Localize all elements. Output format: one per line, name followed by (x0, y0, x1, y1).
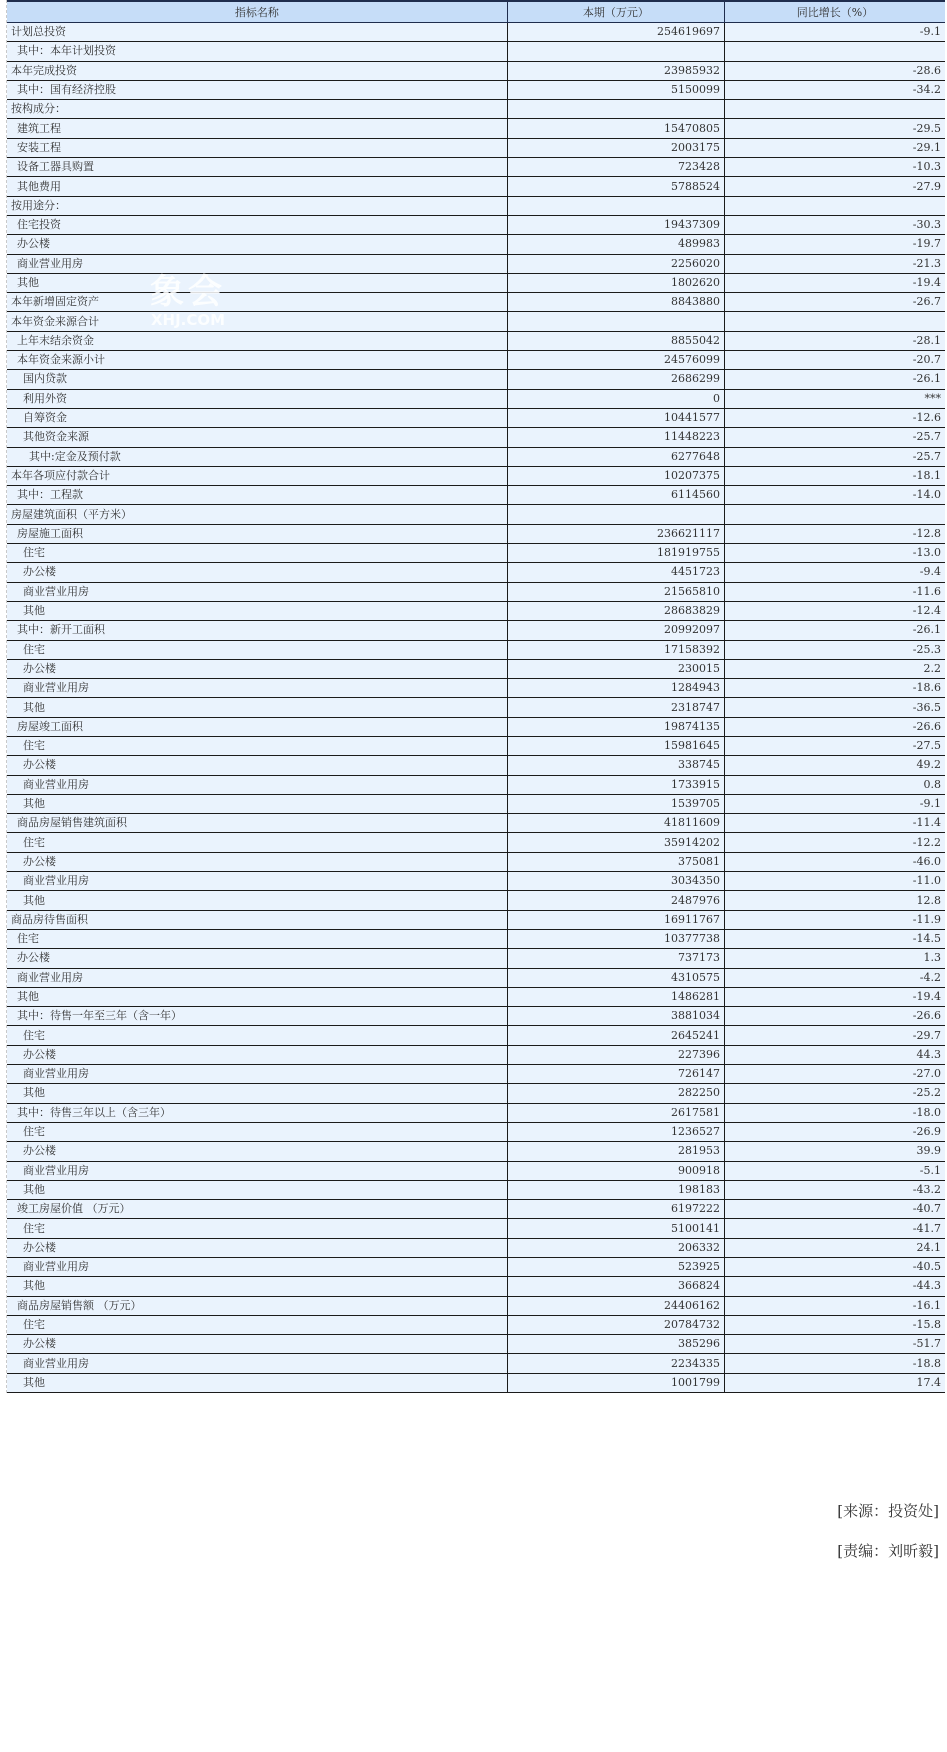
current-value-cell: 2256020 (507, 254, 724, 273)
yoy-growth-cell: -14.5 (724, 929, 945, 948)
yoy-growth-cell: 49.2 (724, 756, 945, 775)
indicator-name-cell: 商业营业用房 (7, 582, 507, 601)
table-row (7, 1045, 945, 1064)
indicator-name-cell: 其他 (7, 601, 507, 620)
current-value-cell: 3034350 (507, 872, 724, 891)
yoy-growth-cell: -40.7 (724, 1200, 945, 1219)
table-row (7, 698, 945, 717)
current-value-cell: 1733915 (507, 775, 724, 794)
current-value-cell: 24576099 (507, 351, 724, 370)
table-row (7, 1065, 945, 1084)
indicator-name-cell: 商业营业用房 (7, 1065, 507, 1084)
table-row (7, 582, 945, 601)
yoy-growth-cell: -20.7 (724, 351, 945, 370)
yoy-growth-cell: -25.7 (724, 428, 945, 447)
yoy-growth-cell: -19.4 (724, 273, 945, 292)
indicator-name-cell: 商业营业用房 (7, 679, 507, 698)
current-value-cell: 19874135 (507, 717, 724, 736)
current-value-cell: 4310575 (507, 968, 724, 987)
indicator-name-cell: 商业营业用房 (7, 775, 507, 794)
yoy-growth-cell: -18.0 (724, 1103, 945, 1122)
table-row (7, 505, 945, 524)
table-row (7, 563, 945, 582)
yoy-growth-cell: -27.0 (724, 1065, 945, 1084)
indicator-name-cell: 其中：本年计划投资 (7, 42, 507, 61)
current-value-cell: 6197222 (507, 1200, 724, 1219)
indicator-name-cell: 商品房屋销售额 （万元） (7, 1296, 507, 1315)
indicator-name-cell: 其他费用 (7, 177, 507, 196)
indicator-name-cell: 办公楼 (7, 1238, 507, 1257)
table-row (7, 679, 945, 698)
indicator-name-cell: 其他 (7, 891, 507, 910)
indicator-name-cell: 办公楼 (7, 852, 507, 871)
yoy-growth-cell: -44.3 (724, 1277, 945, 1296)
current-value-cell: 1001799 (507, 1373, 724, 1392)
indicator-name-cell: 其中:定金及预付款 (7, 447, 507, 466)
table-row (7, 428, 945, 447)
table-row (7, 1026, 945, 1045)
table-row (7, 215, 945, 234)
yoy-growth-cell (724, 100, 945, 119)
current-value-cell: 1539705 (507, 794, 724, 813)
indicator-name-cell: 本年资金来源合计 (7, 312, 507, 331)
yoy-growth-cell: -26.7 (724, 293, 945, 312)
current-value-cell: 2234335 (507, 1354, 724, 1373)
current-value-cell: 181919755 (507, 544, 724, 563)
table-row (7, 389, 945, 408)
table-row (7, 312, 945, 331)
indicator-name-cell: 办公楼 (7, 949, 507, 968)
indicator-name-cell: 住宅 (7, 1026, 507, 1045)
yoy-growth-cell: -25.3 (724, 640, 945, 659)
table-row (7, 1296, 945, 1315)
current-value-cell: 1802620 (507, 273, 724, 292)
table-row (7, 273, 945, 292)
current-value-cell: 10207375 (507, 466, 724, 485)
table-row (7, 814, 945, 833)
indicator-name-cell: 商业营业用房 (7, 872, 507, 891)
indicator-name-cell: 其中：待售一年至三年（含一年） (7, 1007, 507, 1026)
indicator-name-cell: 房屋建筑面积（平方米） (7, 505, 507, 524)
indicator-name-cell: 住宅投资 (7, 215, 507, 234)
indicator-name-cell: 办公楼 (7, 1335, 507, 1354)
yoy-growth-cell: -27.9 (724, 177, 945, 196)
indicator-name-cell: 商品房待售面积 (7, 910, 507, 929)
table-row (7, 254, 945, 273)
current-value-cell (507, 312, 724, 331)
indicator-name-cell: 按用途分： (7, 196, 507, 215)
yoy-growth-cell: -12.2 (724, 833, 945, 852)
indicator-name-cell: 商品房屋销售建筑面积 (7, 814, 507, 833)
table-row (7, 1258, 945, 1277)
indicator-name-cell: 商业营业用房 (7, 968, 507, 987)
table-row (7, 736, 945, 755)
table-body (7, 23, 945, 1393)
table-row (7, 1238, 945, 1257)
yoy-growth-cell: 2.2 (724, 659, 945, 678)
indicator-name-cell: 住宅 (7, 640, 507, 659)
indicator-name-cell: 商业营业用房 (7, 1161, 507, 1180)
indicator-name-cell: 计划总投资 (7, 23, 507, 42)
yoy-growth-cell: *** (724, 389, 945, 408)
table-row (7, 293, 945, 312)
yoy-growth-cell: -13.0 (724, 544, 945, 563)
current-value-cell: 8855042 (507, 331, 724, 350)
table-row (7, 1142, 945, 1161)
table-row (7, 80, 945, 99)
indicator-name-cell: 住宅 (7, 929, 507, 948)
table-row (7, 659, 945, 678)
yoy-growth-cell: -4.2 (724, 968, 945, 987)
indicator-name-cell: 住宅 (7, 736, 507, 755)
table-row (7, 775, 945, 794)
indicator-name-cell: 住宅 (7, 833, 507, 852)
table-row (7, 872, 945, 891)
indicator-name-cell: 办公楼 (7, 563, 507, 582)
table-row (7, 968, 945, 987)
current-value-cell: 900918 (507, 1161, 724, 1180)
yoy-growth-cell: -10.3 (724, 158, 945, 177)
yoy-growth-cell: -40.5 (724, 1258, 945, 1277)
yoy-growth-cell: -26.6 (724, 717, 945, 736)
table-row (7, 1277, 945, 1296)
indicator-name-cell: 商业营业用房 (7, 1258, 507, 1277)
yoy-growth-cell: -9.4 (724, 563, 945, 582)
table-row (7, 1354, 945, 1373)
indicator-name-cell: 利用外资 (7, 389, 507, 408)
yoy-growth-cell: -28.6 (724, 61, 945, 80)
table-row (7, 717, 945, 736)
current-value-cell: 198183 (507, 1180, 724, 1199)
current-value-cell: 10441577 (507, 408, 724, 427)
current-value-cell: 1236527 (507, 1122, 724, 1141)
yoy-growth-cell: -18.8 (724, 1354, 945, 1373)
current-value-cell: 489983 (507, 235, 724, 254)
table-row (7, 833, 945, 852)
yoy-growth-cell: -26.9 (724, 1122, 945, 1141)
table-row (7, 987, 945, 1006)
current-value-cell: 737173 (507, 949, 724, 968)
table-row (7, 544, 945, 563)
current-value-cell: 6114560 (507, 486, 724, 505)
current-value-cell (507, 100, 724, 119)
table-row (7, 1373, 945, 1392)
table-row (7, 621, 945, 640)
table-row (7, 370, 945, 389)
indicator-name-cell: 其中：国有经济控股 (7, 80, 507, 99)
indicator-name-cell: 办公楼 (7, 235, 507, 254)
current-value-cell (507, 505, 724, 524)
table-row (7, 910, 945, 929)
yoy-growth-cell: -51.7 (724, 1335, 945, 1354)
table-row (7, 794, 945, 813)
indicator-name-cell: 其他 (7, 1180, 507, 1199)
table-row (7, 42, 945, 61)
indicator-name-cell: 本年各项应付款合计 (7, 466, 507, 485)
current-value-cell: 20784732 (507, 1315, 724, 1334)
indicator-name-cell: 商业营业用房 (7, 1354, 507, 1373)
table-row (7, 1122, 945, 1141)
yoy-growth-cell: 12.8 (724, 891, 945, 910)
yoy-growth-cell: 1.3 (724, 949, 945, 968)
table-row (7, 1161, 945, 1180)
current-value-cell: 5150099 (507, 80, 724, 99)
indicator-name-cell: 办公楼 (7, 756, 507, 775)
yoy-growth-cell: -30.3 (724, 215, 945, 234)
header-current-value: 本期（万元） (507, 1, 724, 23)
table-row (7, 158, 945, 177)
yoy-growth-cell: -15.8 (724, 1315, 945, 1334)
yoy-growth-cell: -19.7 (724, 235, 945, 254)
yoy-growth-cell: -19.4 (724, 987, 945, 1006)
table-row (7, 23, 945, 42)
current-value-cell: 366824 (507, 1277, 724, 1296)
table-row (7, 929, 945, 948)
yoy-growth-cell: 24.1 (724, 1238, 945, 1257)
current-value-cell: 41811609 (507, 814, 724, 833)
indicator-name-cell: 办公楼 (7, 1045, 507, 1064)
indicator-name-cell: 其他 (7, 273, 507, 292)
current-value-cell: 338745 (507, 756, 724, 775)
current-value-cell: 10377738 (507, 929, 724, 948)
current-value-cell: 2686299 (507, 370, 724, 389)
yoy-growth-cell: 0.8 (724, 775, 945, 794)
watermark-cn-text: 象会 (150, 272, 226, 312)
table-row (7, 1219, 945, 1238)
yoy-growth-cell (724, 312, 945, 331)
yoy-growth-cell: -9.1 (724, 23, 945, 42)
yoy-growth-cell: -46.0 (724, 852, 945, 871)
indicator-name-cell: 住宅 (7, 1219, 507, 1238)
table-row (7, 351, 945, 370)
indicator-name-cell: 商业营业用房 (7, 254, 507, 273)
yoy-growth-cell: -41.7 (724, 1219, 945, 1238)
current-value-cell: 385296 (507, 1335, 724, 1354)
table-row (7, 1335, 945, 1354)
current-value-cell: 0 (507, 389, 724, 408)
current-value-cell: 11448223 (507, 428, 724, 447)
yoy-growth-cell: -18.1 (724, 466, 945, 485)
table-row (7, 177, 945, 196)
current-value-cell: 281953 (507, 1142, 724, 1161)
table-row (7, 524, 945, 543)
yoy-growth-cell: -12.8 (724, 524, 945, 543)
current-value-cell: 16911767 (507, 910, 724, 929)
indicator-name-cell: 其他 (7, 987, 507, 1006)
current-value-cell: 5100141 (507, 1219, 724, 1238)
current-value-cell: 2617581 (507, 1103, 724, 1122)
table-row (7, 119, 945, 138)
yoy-growth-cell: -28.1 (724, 331, 945, 350)
indicator-name-cell: 住宅 (7, 1122, 507, 1141)
current-value-cell: 21565810 (507, 582, 724, 601)
yoy-growth-cell: -5.1 (724, 1161, 945, 1180)
indicator-name-cell: 上年末结余资金 (7, 331, 507, 350)
yoy-growth-cell (724, 196, 945, 215)
current-value-cell: 4451723 (507, 563, 724, 582)
current-value-cell: 6277648 (507, 447, 724, 466)
yoy-growth-cell: -29.5 (724, 119, 945, 138)
table-row (7, 235, 945, 254)
yoy-growth-cell: -43.2 (724, 1180, 945, 1199)
yoy-growth-cell: -34.2 (724, 80, 945, 99)
indicator-name-cell: 其他 (7, 1373, 507, 1392)
table-row (7, 486, 945, 505)
table-row (7, 466, 945, 485)
current-value-cell (507, 42, 724, 61)
table-header-row (7, 1, 945, 23)
current-value-cell: 1284943 (507, 679, 724, 698)
current-value-cell: 8843880 (507, 293, 724, 312)
current-value-cell: 227396 (507, 1045, 724, 1064)
current-value-cell: 5788524 (507, 177, 724, 196)
current-value-cell: 15981645 (507, 736, 724, 755)
table-row (7, 640, 945, 659)
current-value-cell: 723428 (507, 158, 724, 177)
indicator-name-cell: 其中：待售三年以上（含三年） (7, 1103, 507, 1122)
current-value-cell: 19437309 (507, 215, 724, 234)
indicator-name-cell: 其他 (7, 1084, 507, 1103)
current-value-cell: 523925 (507, 1258, 724, 1277)
yoy-growth-cell: -25.2 (724, 1084, 945, 1103)
indicator-name-cell: 自筹资金 (7, 408, 507, 427)
current-value-cell: 206332 (507, 1238, 724, 1257)
table-row (7, 61, 945, 80)
table-row (7, 408, 945, 427)
current-value-cell: 2487976 (507, 891, 724, 910)
yoy-growth-cell: -11.9 (724, 910, 945, 929)
yoy-growth-cell: -26.6 (724, 1007, 945, 1026)
indicator-name-cell: 办公楼 (7, 659, 507, 678)
current-value-cell: 15470805 (507, 119, 724, 138)
current-value-cell: 375081 (507, 852, 724, 871)
current-value-cell: 2003175 (507, 138, 724, 157)
yoy-growth-cell: -18.6 (724, 679, 945, 698)
source-credit: [来源：投资处] (837, 1502, 939, 1520)
indicator-name-cell: 其他 (7, 698, 507, 717)
table-row (7, 1103, 945, 1122)
table-row (7, 331, 945, 350)
current-value-cell: 35914202 (507, 833, 724, 852)
table-row (7, 1084, 945, 1103)
current-value-cell: 282250 (507, 1084, 724, 1103)
yoy-growth-cell: -21.3 (724, 254, 945, 273)
yoy-growth-cell: -16.1 (724, 1296, 945, 1315)
yoy-growth-cell: -11.0 (724, 872, 945, 891)
indicator-name-cell: 竣工房屋价值 （万元） (7, 1200, 507, 1219)
table-row (7, 949, 945, 968)
indicator-name-cell: 本年完成投资 (7, 61, 507, 80)
indicator-name-cell: 办公楼 (7, 1142, 507, 1161)
indicator-name-cell: 按构成分： (7, 100, 507, 119)
yoy-growth-cell: -26.1 (724, 621, 945, 640)
yoy-growth-cell: -12.6 (724, 408, 945, 427)
indicator-name-cell: 其他 (7, 1277, 507, 1296)
table-row (7, 601, 945, 620)
table-row (7, 891, 945, 910)
table-row (7, 1180, 945, 1199)
yoy-growth-cell: -25.7 (724, 447, 945, 466)
table-row (7, 138, 945, 157)
indicator-name-cell: 安装工程 (7, 138, 507, 157)
watermark-en-text: XHJ.COM (150, 311, 226, 329)
yoy-growth-cell: -27.5 (724, 736, 945, 755)
yoy-growth-cell (724, 505, 945, 524)
indicator-name-cell: 本年资金来源小计 (7, 351, 507, 370)
table-row (7, 1200, 945, 1219)
current-value-cell: 3881034 (507, 1007, 724, 1026)
indicator-name-cell: 设备工器具购置 (7, 158, 507, 177)
yoy-growth-cell: -11.4 (724, 814, 945, 833)
yoy-growth-cell: -29.1 (724, 138, 945, 157)
current-value-cell: 28683829 (507, 601, 724, 620)
current-value-cell: 2645241 (507, 1026, 724, 1045)
table-row (7, 756, 945, 775)
indicator-name-cell: 本年新增固定资产 (7, 293, 507, 312)
indicator-name-cell: 国内贷款 (7, 370, 507, 389)
indicator-name-cell: 其中：工程款 (7, 486, 507, 505)
yoy-growth-cell: -12.4 (724, 601, 945, 620)
table-row (7, 852, 945, 871)
yoy-growth-cell: 44.3 (724, 1045, 945, 1064)
indicator-name-cell: 房屋竣工面积 (7, 717, 507, 736)
indicator-name-cell: 住宅 (7, 544, 507, 563)
indicator-name-cell: 住宅 (7, 1315, 507, 1334)
investment-stats-table (7, 0, 945, 1393)
yoy-growth-cell: -36.5 (724, 698, 945, 717)
current-value-cell: 23985932 (507, 61, 724, 80)
table-row (7, 196, 945, 215)
header-yoy-growth: 同比增长（%） (724, 1, 945, 23)
indicator-name-cell: 其中：新开工面积 (7, 621, 507, 640)
current-value-cell: 1486281 (507, 987, 724, 1006)
indicator-name-cell: 房屋施工面积 (7, 524, 507, 543)
stats-table-container (6, 0, 945, 1393)
header-indicator-name: 指标名称 (7, 1, 507, 23)
current-value-cell: 230015 (507, 659, 724, 678)
editor-credit: [责编：刘昕毅] (837, 1542, 939, 1560)
table-row (7, 1007, 945, 1026)
current-value-cell: 17158392 (507, 640, 724, 659)
indicator-name-cell: 其他 (7, 794, 507, 813)
table-row (7, 100, 945, 119)
current-value-cell: 726147 (507, 1065, 724, 1084)
current-value-cell: 236621117 (507, 524, 724, 543)
indicator-name-cell: 建筑工程 (7, 119, 507, 138)
yoy-growth-cell: 17.4 (724, 1373, 945, 1392)
current-value-cell: 2318747 (507, 698, 724, 717)
current-value-cell (507, 196, 724, 215)
yoy-growth-cell: -9.1 (724, 794, 945, 813)
table-row (7, 1315, 945, 1334)
indicator-name-cell: 其他资金来源 (7, 428, 507, 447)
yoy-growth-cell (724, 42, 945, 61)
yoy-growth-cell: -11.6 (724, 582, 945, 601)
current-value-cell: 24406162 (507, 1296, 724, 1315)
current-value-cell: 20992097 (507, 621, 724, 640)
yoy-growth-cell: -14.0 (724, 486, 945, 505)
yoy-growth-cell: 39.9 (724, 1142, 945, 1161)
table-row (7, 447, 945, 466)
yoy-growth-cell: -26.1 (724, 370, 945, 389)
current-value-cell: 254619697 (507, 23, 724, 42)
yoy-growth-cell: -29.7 (724, 1026, 945, 1045)
